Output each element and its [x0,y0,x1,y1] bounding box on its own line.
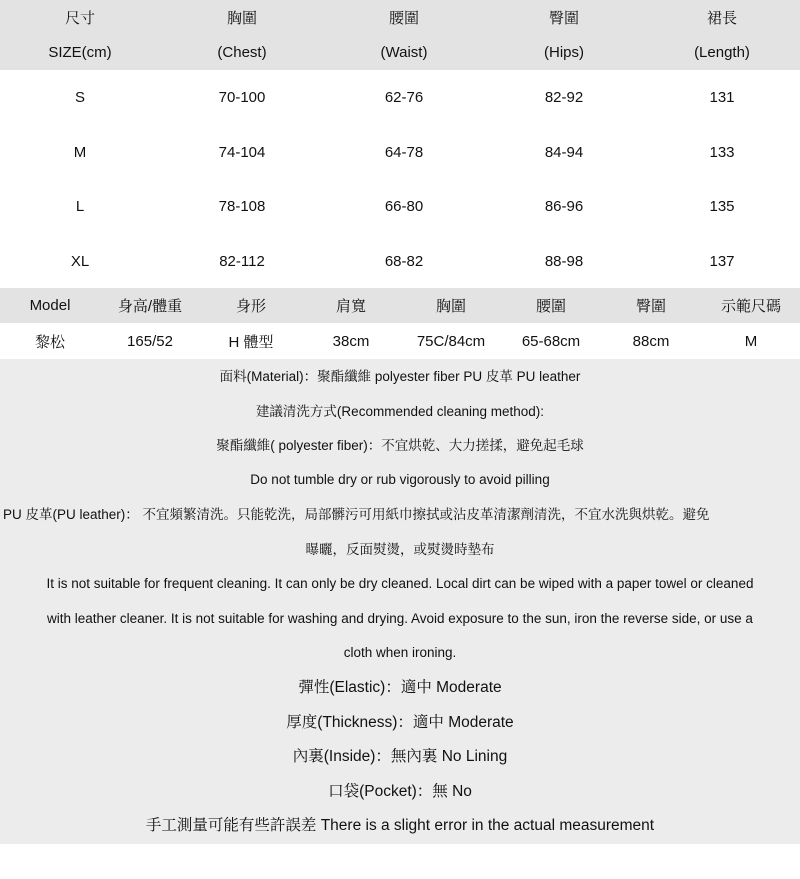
model-hips-cell: 88cm [632,332,670,350]
size-header-cn-row [0,0,800,35]
model-header-size-worn: 示範尺碼 [720,298,781,315]
length-cell: 137 [709,252,735,270]
model-height-weight-cell: 165/52 [127,332,173,350]
size-table-header [0,0,800,70]
hips-cell: 84-94 [544,143,584,161]
header-waist-cn: 腰圍 [388,10,419,27]
header-hips-en: (Hips) [544,44,584,61]
table-row [0,125,800,179]
size-header-en-row [0,35,800,70]
pu-care-en-line-3: cloth when ironing. [343,645,457,660]
pu-care-cn-line-1: PU 皮革(PU leather)： 不宜頻繁清洗。只能乾洗，局部髒污可用紙巾擦拭或沾皮革清潔劑清洗，不宜水洗與烘乾。避免 [3,507,710,522]
chest-cell: 70-100 [218,88,266,106]
length-cell: 135 [709,197,735,215]
cleaning-title: 建議清洗方式(Recommended cleaning method): [255,404,545,419]
model-header-waist: 腰圍 [535,298,566,315]
table-row [0,70,800,124]
size-cell: S [74,88,85,106]
waist-cell: 62-76 [384,88,424,106]
header-size-en: SIZE(cm) [48,44,112,61]
model-body-shape-cell: H 體型 [228,333,274,351]
header-waist-en: (Waist) [380,44,428,61]
model-table-header [0,288,800,323]
model-size-cell: M [744,332,758,350]
polyester-care-cn: 聚酯纖維( polyester fiber)：不宜烘乾、大力搓揉，避免起毛球 [216,438,584,453]
measurement-note: 手工測量可能有些許誤差 There is a slight error in the actual measurement [145,817,655,834]
header-hips-cn: 臀圍 [548,10,579,27]
header-size-cn: 尺寸 [64,10,95,27]
material-text: 面料(Material)：聚酯纖維 polyester fiber PU 皮革 PU leather [219,369,581,384]
waist-cell: 64-78 [384,143,424,161]
inside-text: 內裏(Inside)：無內裏 No Lining [292,748,508,765]
thickness-text: 厚度(Thickness)：適中 Moderate [286,714,514,731]
model-table-row [0,323,800,359]
model-waist-cell: 65-68cm [521,332,581,350]
model-header-height-weight: 身高/體重 [117,298,183,315]
table-row [0,234,800,288]
chest-cell: 82-112 [219,252,265,270]
size-cell: XL [70,252,90,270]
hips-cell: 88-98 [544,252,584,270]
pu-care-cn-line-2: 曝曬，反面熨燙，或熨燙時墊布 [305,542,495,557]
model-header-shoulder: 肩寬 [335,298,366,315]
model-header-body-shape: 身形 [235,298,266,315]
model-chest-cell: 75C/84cm [416,332,486,350]
length-cell: 133 [709,143,735,161]
hips-cell: 82-92 [544,88,584,106]
waist-cell: 66-80 [384,197,424,215]
chest-cell: 74-104 [218,143,266,161]
product-info-section [0,359,800,844]
chest-cell: 78-108 [218,197,266,215]
header-length-cn: 裙長 [706,10,737,27]
header-chest-en: (Chest) [217,44,267,61]
pu-care-en-line-1: It is not suitable for frequent cleaning. It can only be dry cleaned. Local dirt can be wiped with a paper towel or cleaned [46,576,754,591]
model-shoulder-cell: 38cm [332,332,370,350]
waist-cell: 68-82 [384,252,424,270]
model-header-model: Model [29,297,71,314]
header-chest-cn: 胸圍 [226,10,257,27]
hips-cell: 86-96 [544,197,584,215]
table-row [0,179,800,233]
model-name-cell: 黎松 [34,333,65,351]
size-cell: M [73,143,87,161]
polyester-care-en: Do not tumble dry or rub vigorously to avoid pilling [250,472,550,487]
model-header-chest: 胸圍 [435,298,466,315]
pu-care-en-line-2: with leather cleaner. It is not suitable for washing and drying. Avoid exposure to the sun, iron the reverse side, or use a [47,611,753,626]
header-length-en: (Length) [694,44,750,61]
length-cell: 131 [709,88,735,106]
elastic-text: 彈性(Elastic)：適中 Moderate [298,679,502,696]
pocket-text: 口袋(Pocket)：無 No [328,783,472,800]
size-table-body [0,70,800,288]
model-header-hips: 臀圍 [635,298,666,315]
size-cell: L [75,197,85,215]
